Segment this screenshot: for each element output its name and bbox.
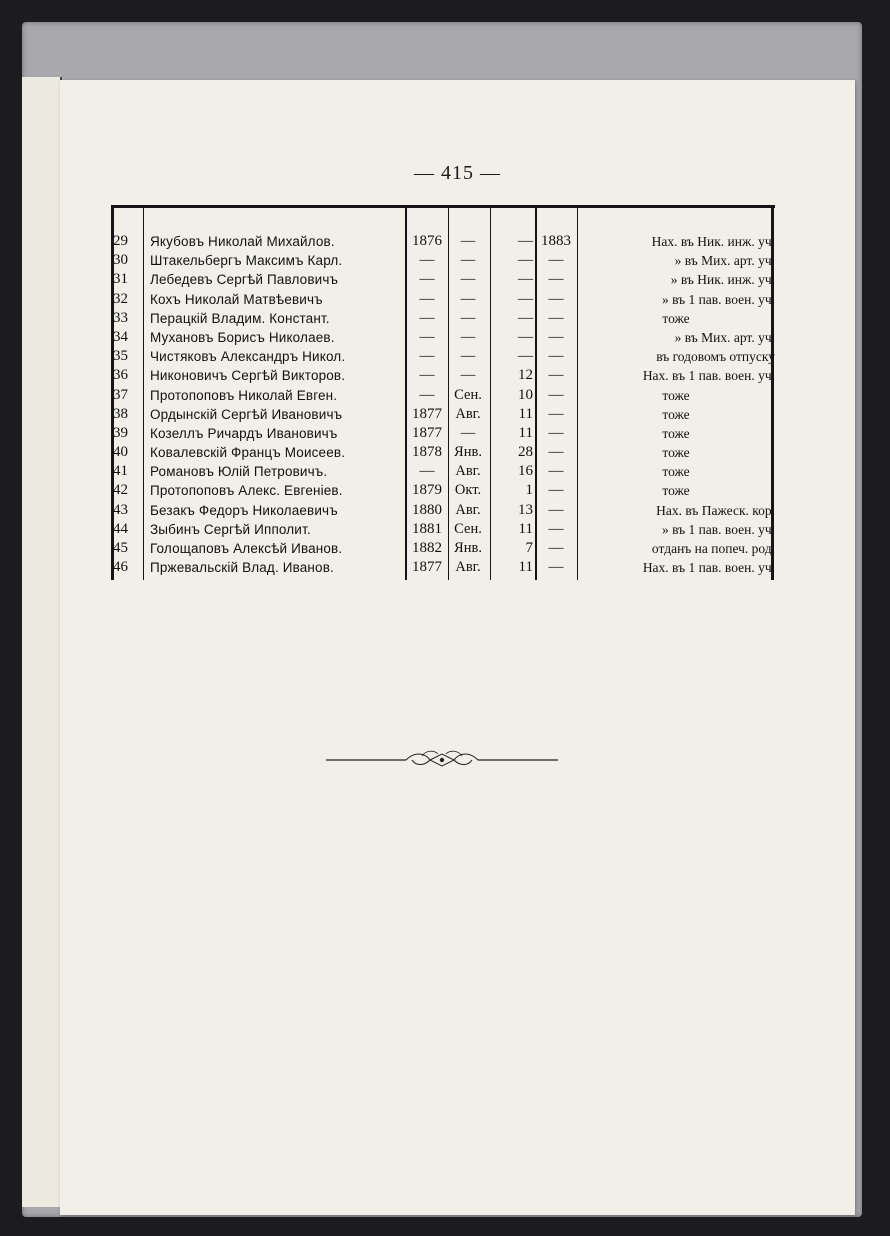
year2-cell: —: [548, 328, 564, 345]
row-number: 46: [113, 559, 128, 576]
status-note: отданъ на попеч. род.: [651, 541, 775, 556]
year-cell: 1878: [412, 444, 442, 461]
row-number: 38: [113, 405, 128, 422]
row-number: 32: [113, 290, 128, 307]
table-row: [111, 501, 775, 520]
year-cell: —: [419, 271, 435, 288]
table-row: [111, 520, 775, 539]
status-note: » въ Мих. арт. уч.: [674, 329, 775, 345]
status-note: тоже: [662, 406, 690, 422]
year2-cell: —: [548, 482, 564, 499]
day-cell: —: [518, 309, 533, 326]
year2-cell: —: [548, 520, 564, 537]
day-cell: 1: [525, 482, 533, 499]
row-number: 33: [113, 309, 128, 326]
month-cell: —: [460, 290, 476, 307]
person-name: Козеллъ Ричардъ Ивановичъ: [150, 425, 338, 441]
day-cell: 10: [518, 386, 533, 403]
row-number: 36: [113, 367, 128, 384]
row-number: 44: [113, 520, 128, 537]
table-row: [111, 366, 775, 385]
day-cell: 28: [518, 444, 533, 461]
year-cell: 1880: [412, 501, 442, 518]
person-name: Ковалевскій Францъ Моисеев.: [150, 445, 346, 461]
table-rows: [111, 232, 775, 577]
year-cell: —: [419, 367, 435, 384]
year2-cell: —: [548, 348, 564, 365]
day-cell: —: [518, 348, 533, 365]
table-row: [111, 405, 775, 424]
day-cell: —: [518, 290, 533, 307]
year2-cell: —: [548, 463, 564, 480]
day-cell: —: [518, 233, 533, 249]
year2-cell: —: [548, 252, 564, 269]
year2-cell: —: [548, 405, 564, 422]
table-row: [111, 386, 775, 405]
day-cell: —: [518, 252, 533, 269]
year2-cell: —: [548, 540, 564, 556]
status-note: Нах. въ 1 пав. воен. уч.: [642, 560, 775, 576]
row-number: 34: [113, 328, 128, 345]
month-cell: Авг.: [455, 559, 481, 576]
day-cell: 16: [518, 463, 533, 480]
month-cell: —: [460, 328, 476, 345]
table-row: [111, 270, 775, 289]
table-row: [111, 251, 775, 270]
person-name: Безакъ Федоръ Николаевичъ: [150, 502, 338, 518]
year-cell: —: [419, 463, 435, 480]
status-note: тоже: [662, 387, 690, 403]
year-cell: —: [419, 252, 435, 269]
status-note: Нах. въ Ник. инж. уч.: [651, 234, 775, 249]
year-cell: —: [419, 290, 435, 307]
row-number: 30: [113, 252, 128, 269]
person-name: Никоновичъ Сергѣй Викторов.: [150, 368, 346, 384]
person-name: Зыбинъ Сергѣй Ипполит.: [150, 521, 311, 537]
year2-cell: —: [548, 367, 564, 384]
month-cell: Сен.: [454, 386, 482, 403]
month-cell: Янв.: [454, 444, 482, 461]
row-number: 42: [113, 482, 128, 499]
status-note: тоже: [662, 310, 690, 326]
year2-cell: —: [548, 309, 564, 326]
status-note: » въ 1 пав. воен. уч.: [661, 291, 775, 307]
status-note: Нах. въ Пажеск. кор.: [656, 502, 775, 518]
person-name: Протопоповъ Николай Евген.: [150, 387, 338, 403]
row-number: 45: [113, 540, 128, 556]
person-name: Чистяковъ Александръ Никол.: [150, 349, 346, 365]
row-number: 29: [113, 233, 128, 249]
person-name: Мухановъ Борисъ Николаев.: [150, 329, 335, 345]
month-cell: Сен.: [454, 520, 482, 537]
left-page-edge: [22, 77, 62, 1207]
year-cell: —: [419, 309, 435, 326]
month-cell: —: [460, 367, 476, 384]
row-number: 37: [113, 386, 128, 403]
month-cell: Окт.: [454, 482, 482, 499]
month-cell: —: [460, 233, 476, 249]
status-note: тоже: [662, 425, 690, 441]
row-number: 41: [113, 463, 128, 480]
month-cell: —: [460, 252, 476, 269]
person-name: Штакельбергъ Максимъ Карл.: [150, 253, 343, 269]
status-note: » въ Ник. инж. уч.: [670, 272, 775, 288]
person-name: Пржевальскій Влад. Иванов.: [150, 560, 334, 576]
year-cell: 1877: [412, 559, 442, 576]
row-number: 40: [113, 444, 128, 461]
month-cell: —: [460, 309, 476, 326]
year2-cell: 1883: [541, 233, 571, 249]
day-cell: 11: [518, 424, 533, 441]
year-cell: —: [419, 386, 435, 403]
table-row: [111, 232, 775, 251]
table-row: [111, 424, 775, 443]
book-cover: [22, 22, 862, 1217]
table-row: [111, 558, 775, 577]
year-cell: —: [419, 328, 435, 345]
status-note: въ годовомъ отпуску: [656, 349, 775, 365]
month-cell: —: [460, 271, 476, 288]
row-number: 43: [113, 501, 128, 518]
year-cell: 1876: [412, 233, 442, 249]
day-cell: 12: [518, 367, 533, 384]
table-row: [111, 290, 775, 309]
day-cell: 7: [525, 540, 533, 556]
row-number: 39: [113, 424, 128, 441]
status-note: Нах. въ 1 пав. воен. уч.: [642, 368, 775, 384]
ornament-divider-icon: [326, 750, 558, 770]
year2-cell: —: [548, 290, 564, 307]
month-cell: Янв.: [454, 540, 482, 556]
status-note: тоже: [662, 445, 690, 461]
book-page: [60, 80, 855, 1215]
table-row: [111, 443, 775, 462]
status-note: тоже: [662, 464, 690, 480]
row-number: 31: [113, 271, 128, 288]
month-cell: Авг.: [455, 405, 481, 422]
table-row: [111, 309, 775, 328]
person-name: Кохъ Николай Матвѣевичъ: [150, 291, 323, 307]
register-table: [111, 205, 775, 580]
table-row: [111, 462, 775, 481]
year2-cell: —: [548, 271, 564, 288]
status-note: » въ 1 пав. воен. уч.: [661, 521, 775, 537]
year2-cell: —: [548, 386, 564, 403]
month-cell: —: [460, 348, 476, 365]
day-cell: 11: [518, 405, 533, 422]
year-cell: 1877: [412, 405, 442, 422]
table-row: [111, 347, 775, 366]
person-name: Ордынскій Сергѣй Ивановичъ: [150, 406, 343, 422]
day-cell: —: [518, 328, 533, 345]
status-note: тоже: [662, 483, 690, 499]
year-cell: 1882: [412, 540, 442, 556]
year2-cell: —: [548, 501, 564, 518]
day-cell: 13: [518, 501, 533, 518]
year-cell: 1881: [412, 520, 442, 537]
year2-cell: —: [548, 559, 564, 576]
person-name: Протопоповъ Алекс. Евгеніев.: [150, 483, 343, 499]
table-row: [111, 539, 775, 558]
year-cell: —: [419, 348, 435, 365]
year-cell: 1877: [412, 424, 442, 441]
page-number: — 415 —: [414, 162, 501, 184]
year2-cell: —: [548, 444, 564, 461]
person-name: Якубовъ Николай Михайлов.: [150, 234, 335, 249]
month-cell: Авг.: [455, 501, 481, 518]
person-name: Романовъ Юлій Петровичъ.: [150, 464, 328, 480]
year-cell: 1879: [412, 482, 442, 499]
row-number: 35: [113, 348, 128, 365]
person-name: Лебедевъ Сергѣй Павловичъ: [150, 272, 339, 288]
table-row: [111, 481, 775, 500]
month-cell: Авг.: [455, 463, 481, 480]
month-cell: —: [460, 424, 476, 441]
day-cell: —: [518, 271, 533, 288]
day-cell: 11: [518, 559, 533, 576]
day-cell: 11: [518, 520, 533, 537]
person-name: Голощаповъ Алексѣй Иванов.: [150, 541, 343, 556]
table-row: [111, 328, 775, 347]
person-name: Перацкій Владим. Констант.: [150, 310, 330, 326]
year2-cell: —: [548, 424, 564, 441]
status-note: » въ Мих. арт. уч.: [674, 253, 775, 269]
